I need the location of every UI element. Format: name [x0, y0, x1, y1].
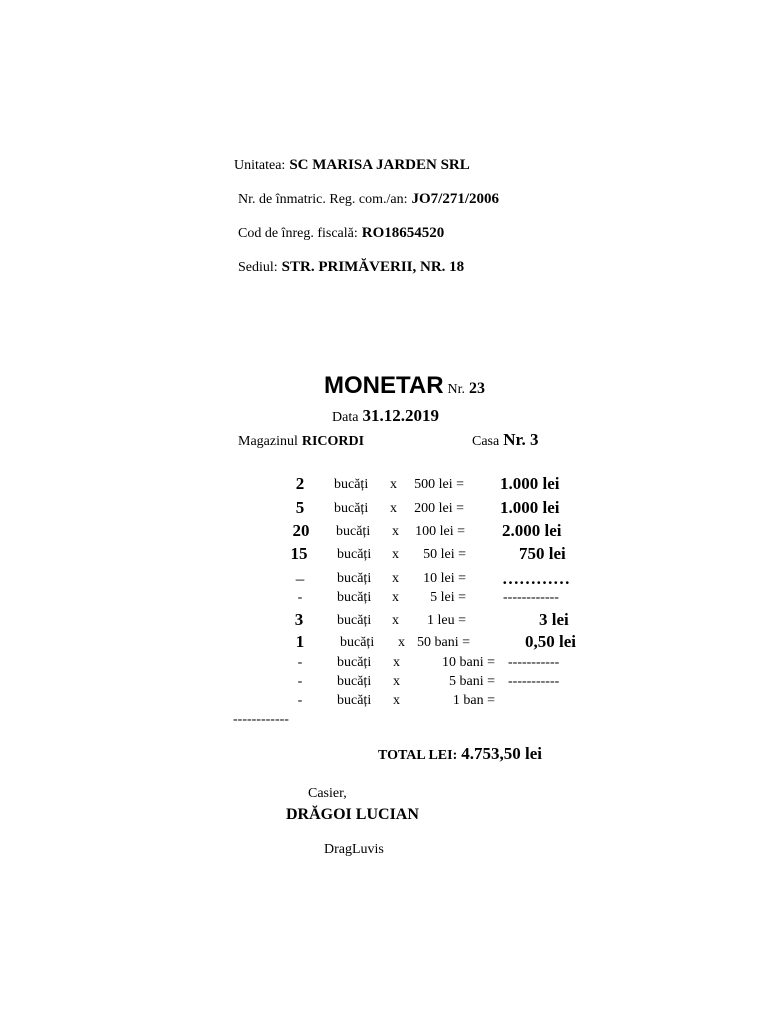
row-x: x: [392, 547, 399, 562]
table-row: [0, 521, 768, 543]
row-unit: bucăți: [337, 613, 372, 628]
row-qty: -: [297, 655, 303, 670]
row-x: x: [390, 477, 397, 492]
row-x: x: [392, 590, 399, 605]
row-unit: bucăți: [337, 571, 372, 586]
store-value: RICORDI: [301, 434, 365, 449]
row-qty: 3: [294, 610, 304, 629]
row-unit: bucăți: [337, 693, 372, 708]
register-line: [472, 430, 538, 450]
table-row: [0, 590, 768, 612]
row-denomination: 5 bani =: [449, 674, 495, 689]
unit-label: Unitatea:: [234, 158, 286, 173]
table-row: [0, 474, 768, 496]
row-unit: bucăți: [337, 655, 372, 670]
row-denomination: 200 lei =: [414, 501, 464, 516]
nr-label: Nr.: [447, 382, 466, 397]
row-denomination: 10 bani =: [442, 655, 495, 670]
fiscal-label: Cod de înreg. fiscală:: [238, 226, 358, 241]
row-x: x: [392, 524, 399, 539]
row-amount: -----------: [508, 674, 560, 689]
row-amount: …………: [502, 569, 570, 588]
row-amount: 2.000 lei: [502, 521, 562, 540]
row-amount: 1.000 lei: [500, 474, 560, 493]
row-x: x: [393, 693, 400, 708]
date-label: Data: [332, 410, 359, 425]
fiscal-value: RO18654520: [361, 225, 445, 241]
row-amount: ------------: [503, 590, 559, 605]
row-amount: 1.000 lei: [500, 498, 560, 517]
row-qty: -: [297, 674, 303, 689]
table-row: [0, 693, 768, 715]
row-x: x: [393, 674, 400, 689]
total-value: 4.753,50 lei: [461, 744, 542, 763]
row-x: x: [390, 501, 397, 516]
row-x: x: [393, 655, 400, 670]
row-qty: -: [297, 693, 303, 708]
row-qty: 2: [295, 474, 305, 493]
fiscal-line: [238, 224, 444, 242]
row-x: x: [392, 613, 399, 628]
row-denomination: 50 lei =: [423, 547, 466, 562]
row-denomination: 100 lei =: [415, 524, 465, 539]
row-qty: 20: [292, 521, 310, 540]
hq-line: [238, 258, 464, 276]
row-amount: 750 lei: [519, 544, 566, 563]
date-value: 31.12.2019: [362, 406, 439, 425]
table-row: [0, 610, 768, 632]
trailing-dashes: ------------: [233, 712, 289, 727]
row-qty: -: [297, 590, 303, 605]
row-amount: 0,50 lei: [525, 632, 576, 651]
document-title-line: [324, 372, 485, 400]
unit-value: SC MARISA JARDEN SRL: [289, 157, 470, 173]
nr-value: 23: [469, 380, 486, 397]
row-qty: 15: [290, 544, 308, 563]
row-x: x: [398, 635, 405, 650]
row-qty: –: [295, 569, 305, 588]
hq-label: Sediul:: [238, 260, 278, 275]
table-row: [0, 632, 768, 654]
row-amount: 3 lei: [539, 610, 569, 629]
store-line: [238, 432, 364, 450]
register-value: Nr. 3: [503, 430, 539, 449]
table-row: [0, 498, 768, 520]
total-label: TOTAL LEI:: [378, 748, 458, 763]
hq-value: STR. PRIMĂVERII, NR. 18: [281, 259, 465, 275]
cashier-name: DRĂGOI LUCIAN: [286, 806, 419, 823]
table-row: [0, 569, 768, 591]
register-label: Casa: [472, 434, 500, 449]
row-amount: -----------: [508, 655, 560, 670]
unit-line: [234, 156, 470, 174]
cashier-label: Casier,: [308, 786, 347, 801]
row-unit: bucăți: [334, 477, 369, 492]
row-denomination: 10 lei =: [423, 571, 466, 586]
row-unit: bucăți: [337, 547, 372, 562]
row-unit: bucăți: [336, 524, 371, 539]
row-x: x: [392, 571, 399, 586]
row-denomination: 1 ban =: [452, 693, 495, 708]
row-unit: bucăți: [337, 590, 372, 605]
reg-line: [238, 190, 499, 208]
row-qty: 1: [295, 632, 305, 651]
row-unit: bucăți: [340, 635, 375, 650]
total-line: [378, 744, 542, 764]
date-line: [332, 406, 439, 426]
row-denomination: 5 lei =: [430, 590, 466, 605]
cashier-signature: DragLuvis: [324, 842, 384, 857]
row-denomination: 50 bani =: [417, 635, 470, 650]
document-title: MONETAR: [324, 372, 444, 399]
row-unit: bucăți: [337, 674, 372, 689]
row-unit: bucăți: [334, 501, 369, 516]
reg-value: JO7/271/2006: [411, 191, 500, 207]
reg-label: Nr. de înmatric. Reg. com./an:: [238, 192, 408, 207]
row-qty: 5: [295, 498, 305, 517]
store-label: Magazinul: [238, 434, 298, 449]
row-denomination: 500 lei =: [414, 477, 464, 492]
table-row: [0, 544, 768, 566]
row-denomination: 1 leu =: [427, 613, 466, 628]
